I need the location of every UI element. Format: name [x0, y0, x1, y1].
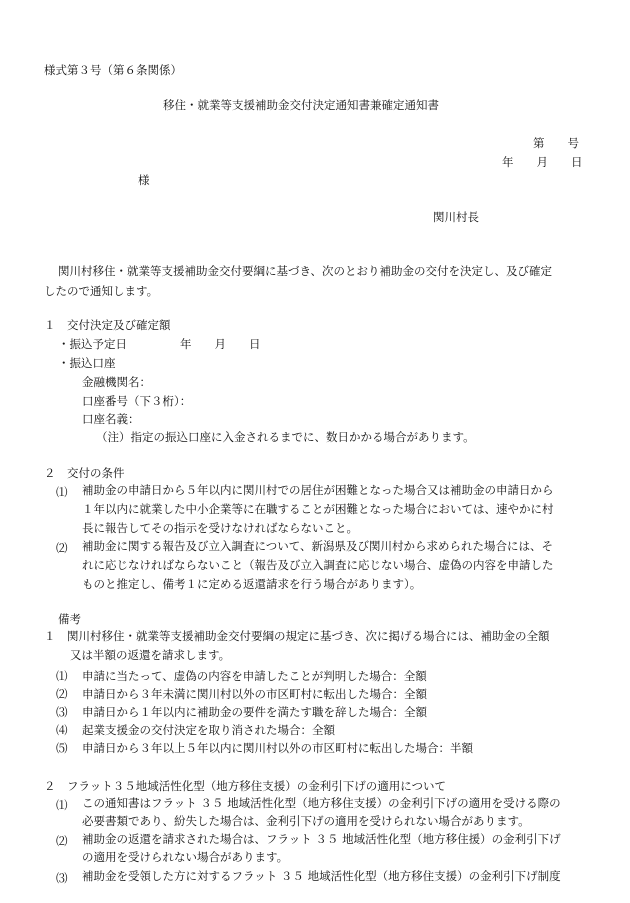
- recipient-suffix: 様: [138, 173, 150, 187]
- document-number: 第 号: [533, 136, 579, 150]
- section1-heading: １ 交付決定及び確定額: [44, 318, 171, 332]
- account-number-label: 口座番号（下３桁）：: [82, 394, 192, 408]
- document-title: 移住・就業等支援補助金交付決定通知書兼確定通知書: [163, 98, 439, 112]
- remark-sub-5: 申請日から３年以上５年以内に関川村以外の市区町村に転出した場合：半額: [82, 741, 473, 755]
- transfer-date-label: ・振込予定日: [58, 337, 127, 351]
- condition-2-line-2: れに応じなければならないこと（報告及び立入調査に応じない場合、虚偽の内容を申請した: [82, 558, 554, 572]
- remarks-heading: 備考: [58, 612, 81, 626]
- remark-2-sub-1-line-1: この通知書はフラット ３５ 地域活性化型（地方移住支援）の金利引下げの適用を受ける際の: [82, 796, 561, 810]
- intro-line-2: したので通知します。: [44, 284, 159, 298]
- section2-heading: ２ 交付の条件: [44, 466, 125, 480]
- remark-2-sub-3-line-1: 補助金を受領した方に対するフラット ３５ 地域活性化型（地方移住支援）の金利引下げ制度: [82, 869, 561, 883]
- remark-sub-1: 申請に当たって、虚偽の内容を申請したことが判明した場合：全額: [82, 669, 427, 683]
- condition-2-line-1: 補助金に関する報告及び立入調査について、新潟県及び関川村から求められた場合には、そ: [82, 539, 554, 553]
- issuer: 関川村長: [433, 210, 479, 224]
- remark-sub-number: ⑶: [56, 871, 68, 885]
- condition-number: ⑵: [56, 541, 68, 555]
- account-holder-label: 口座名義：: [82, 412, 140, 426]
- transfer-note: （注）指定の振込口座に入金されるまでに、数日かかる場合があります。: [96, 430, 475, 444]
- bank-name-label: 金融機関名：: [82, 375, 151, 389]
- form-number: 様式第３号（第６条関係）: [44, 63, 182, 77]
- remark-sub-number: ⑴: [56, 669, 68, 683]
- remark-sub-number: ⑴: [56, 798, 68, 812]
- remark-1-line-1: １ 関川村移住・就業等支援補助金交付要綱の規定に基づき、次に掲げる場合には、補助金の全額: [44, 629, 550, 643]
- condition-1-line-1: 補助金の申請日から５年以内に関川村での居住が困難となった場合又は補助金の申請日から: [82, 483, 554, 497]
- issue-date: 年 月 日: [502, 155, 583, 169]
- remark-sub-number: ⑵: [56, 687, 68, 701]
- condition-number: ⑴: [56, 485, 68, 499]
- remark-sub-4: 起業支援金の交付決定を取り消された場合：全額: [82, 723, 335, 737]
- remark-sub-2: 申請日から３年未満に関川村以外の市区町村に転出した場合：全額: [82, 687, 427, 701]
- remark-sub-number: ⑵: [56, 834, 68, 848]
- intro-line-1: 関川村移住・就業等支援補助金交付要綱に基づき、次のとおり補助金の交付を決定し、及び確定: [58, 264, 553, 278]
- remark-2-sub-1-line-2: 必要書類であり、紛失した場合は、金利引下げの適用を受けられない場合があります。: [82, 814, 530, 828]
- account-label: ・振込口座: [58, 356, 116, 370]
- remark-sub-number: ⑶: [56, 705, 68, 719]
- condition-1-line-3: 長に報告してその指示を受けなければならないこと。: [82, 521, 358, 535]
- remark-2-heading: ２ フラット３５地域活性化型（地方移住支援）の金利引下げの適用について: [44, 779, 447, 793]
- transfer-date-value: 年 月 日: [180, 337, 261, 351]
- condition-2-line-3: ものと推定し、備考１に定める返還請求を行う場合があります）。: [82, 577, 422, 591]
- remark-1-line-2: 又は半額の返還を請求します。: [70, 648, 231, 662]
- remark-sub-number: ⑷: [56, 723, 68, 737]
- remark-sub-3: 申請日から１年以内に補助金の要件を満たす職を辞した場合：全額: [82, 705, 427, 719]
- condition-1-line-2: １年以内に就業した中小企業等に在職することが困難となった場合においては、速やかに村: [82, 502, 554, 516]
- remark-2-sub-2-line-2: の適用を受けられない場合があります。: [82, 850, 289, 864]
- remark-sub-number: ⑸: [56, 741, 68, 755]
- remark-2-sub-2-line-1: 補助金の返還を請求された場合は、フラット ３５ 地域活性化型（地方移住援）の金利引下げ: [82, 832, 561, 846]
